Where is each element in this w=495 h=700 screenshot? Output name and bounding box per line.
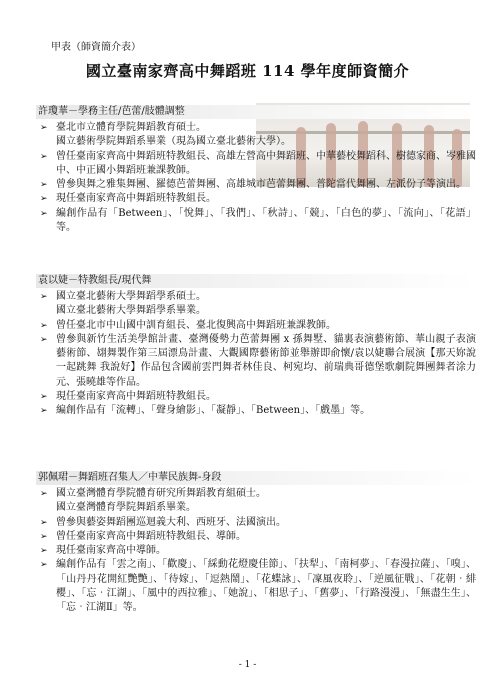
teacher-item [36, 150, 476, 179]
teacher-header: 許瓊華－學務主任/芭蕾/肢體調整 [36, 105, 476, 119]
bullet-arrow-icon: ➢ [40, 406, 48, 417]
teacher-item [36, 558, 476, 615]
page-number: - 1 - [238, 660, 257, 670]
bullet-arrow-icon: ➢ [40, 292, 48, 302]
teacher-header: 郭佩珺－舞蹈班召集人／中華民族舞-身段 [36, 471, 476, 485]
teacher-item [36, 404, 476, 418]
bullet-arrow-icon: ➢ [40, 180, 48, 191]
teacher-item [36, 121, 476, 135]
bullet-arrow-icon: ➢ [40, 208, 48, 219]
teacher-item-text: 臺北市立體育學院舞蹈教育碩士。 [56, 122, 206, 133]
teacher-item [36, 135, 476, 149]
teacher-item-list [36, 487, 476, 616]
teacher-header: 袁以婕－特教組長/現代舞 [36, 274, 476, 288]
teacher-item-text: 曾參與新竹生活美學館計畫、臺灣優勢力芭蕾舞團 x 孫舞墅、貓裏表演藝術節、華山親子表演藝術節、翃舞製作第三屆漂鳥計畫、大觀國際藝術節並舉辦即俞懷/袁以婕聯合展演【那天妳說一起跳舞 我說好】作品包含國前雲門舞者林佳良、柯宛均、前瑞典哥德堡歌劇院舞團舞者涂力元、張曉雄等作品。 [56, 333, 476, 388]
teacher-item-text: 編創作品有「流轉」、「聲身繪影」、「凝靜」、「Between」、「戲墨」等。 [56, 405, 371, 417]
document-title: 國立臺南家齊高中舞蹈班 114 學年度師資簡介 [85, 62, 410, 80]
bullet-arrow-icon: ➢ [40, 194, 48, 205]
teacher-item [36, 501, 476, 515]
bullet-arrow-icon: ➢ [40, 334, 48, 345]
teacher-item-text: 國立臺灣體育學院體育研究所舞蹈教育組碩士。 [56, 488, 266, 499]
teacher-item-text: 曾參與藝姿舞蹈團巡迴義大利、西班牙、法國演出。 [56, 516, 286, 528]
teacher-item-text: 曾任臺北市中山國中訓育組長、臺北復興高中舞蹈班兼課教師。 [56, 319, 336, 331]
teacher-item [36, 516, 476, 530]
teacher-section [36, 274, 476, 419]
teacher-item-list [36, 290, 476, 419]
bullet-arrow-icon: ➢ [40, 546, 48, 557]
bullet-arrow-icon: ➢ [40, 560, 48, 571]
teacher-item [36, 544, 476, 558]
teacher-item [36, 487, 476, 501]
teacher-item-text: 國立臺北藝術大學舞蹈學系碩士。 [56, 291, 206, 302]
teacher-item-text: 編創作品有「雲之南」、「歡慶」、「綵動花燈慶佳節」、「扶犁」、「南柯夢」、「春漫拉薩」、「嗅」、「山丹丹花開紅艷艷」、「待嫁」、「逗熱鬧」、「花蝶詠」、「凜風夜聆」、「逆風征戰」、「花朝‧緋櫻」、「忘‧江湖」、「風中的西拉雅」、「她說」、「相思子」、「舊夢」、「行路漫漫」、「無盡生生」、「忘‧江湖Ⅱ」等。 [56, 559, 476, 614]
teacher-section [36, 105, 476, 235]
teacher-item-text: 曾參與舞之雅集舞團、羅德芭蕾舞團、高雄城市芭蕾舞團、普陀當代舞團、左派份子等演出。 [56, 179, 466, 191]
teacher-item-text: 國立藝術學院舞蹈系畢業（現為國立臺北藝術大學）。 [56, 136, 291, 148]
bullet-arrow-icon: ➢ [40, 151, 48, 162]
teacher-item [36, 530, 476, 544]
teacher-item-text: 國立臺灣體育學院舞蹈系畢業。 [56, 502, 196, 514]
teacher-item-text: 現任臺南家齊高中導師。 [56, 545, 166, 557]
teacher-item [36, 207, 476, 236]
teacher-item-text: 曾任臺南家齊高中舞蹈班特教組長、導師。 [56, 530, 246, 542]
teacher-item-text: 編創作品有「Between」、「悅舞」、「我們」、「秋詩」、「競」、「白色的夢」、「流向」、「花語」等。 [56, 207, 476, 234]
teacher-item-text: 現任臺南家齊高中舞蹈班特教組長。 [56, 193, 216, 205]
teacher-item [36, 192, 476, 206]
bullet-arrow-icon: ➢ [40, 517, 48, 528]
bullet-arrow-icon: ➢ [40, 123, 48, 133]
bullet-arrow-icon: ➢ [40, 489, 48, 499]
teacher-item [36, 178, 476, 192]
teacher-item [36, 304, 476, 318]
teacher-item [36, 333, 476, 390]
teacher-item [36, 319, 476, 333]
teacher-item [36, 390, 476, 404]
teacher-section [36, 471, 476, 616]
bullet-arrow-icon: ➢ [40, 392, 48, 403]
teacher-item-text: 現任臺南家齊高中舞蹈班特教組長。 [56, 391, 216, 403]
teacher-item-text: 曾任臺南家齊高中舞蹈班特教組長、高雄左營高中舞蹈班、中華藝校舞蹈科、樹德家商、岑雅國中、中正國小舞蹈班兼課教師。 [56, 150, 476, 176]
teacher-item-text: 國立臺北藝術大學舞蹈學系畢業。 [56, 305, 206, 317]
bullet-arrow-icon: ➢ [40, 531, 48, 542]
bullet-arrow-icon: ➢ [40, 320, 48, 331]
form-label: 甲表（師資簡介表） [51, 42, 141, 53]
teacher-item [36, 290, 476, 304]
teacher-item-list [36, 121, 476, 235]
